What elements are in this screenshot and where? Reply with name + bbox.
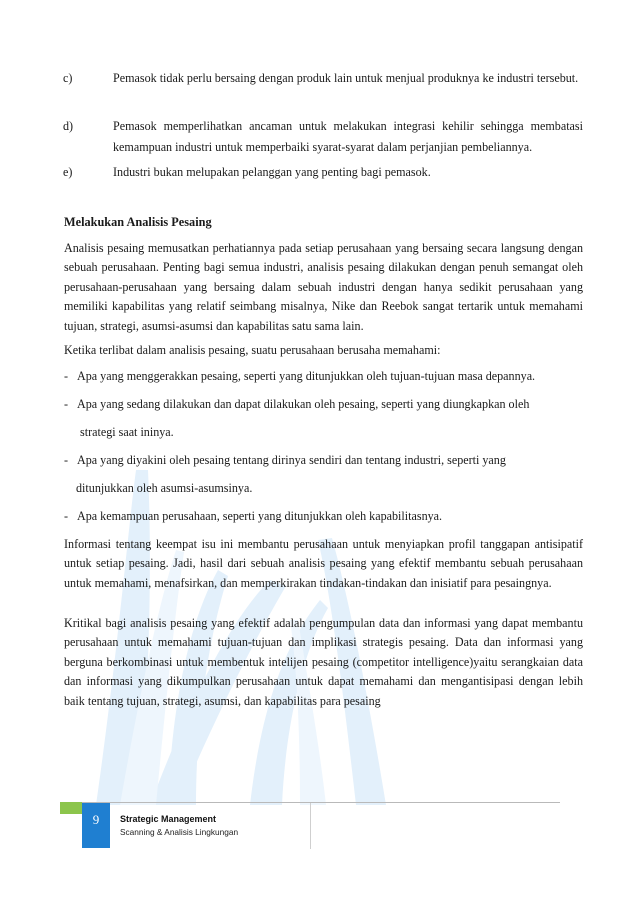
footer-separator [310,803,311,849]
list-item-c [63,68,583,89]
footer-subtitle: Scanning & Analisis Lingkungan [120,827,239,837]
bullet-text: Apa kemampuan perusahaan, seperti yang ditunjukkan oleh kapabilitasnya. [77,509,443,523]
body-paragraph: Informasi tentang keempat isu ini membantu perusahaan untuk menyiapkan profil tanggapan antisipatif untuk setiap pesaing. Jadi, hasil dari sebuah analisis pesaing yang efektif membantu sebuah perusahaan untuk memahami, menafsirkan, dan memperkirakan tindakan-tindakan dan inisiatif para pesaingnya. [64,537,583,590]
list-marker: d) [63,119,74,133]
intro-paragraph: Analisis pesaing memusatkan perhatiannya pada setiap perusahaan yang bersaing secara langsung dengan sebuah perusahaan. Penting bagi semua industri, analisis pesaing dilakukan dengan penuh semangat oleh perusahaan-perusahaan yang bersaing dalam sebuah industri dengan hanya sedikit perusahaan yang memiliki kapabilitas yang relatif seimbang misalnya, Nike dan Reebok sangat tertarik untuk memahami tujuan, strategi, asumsi-asumsi dan kapabilitas satu sama lain. [64,241,583,333]
section-heading: Melakukan Analisis Pesaing [64,215,212,229]
list-marker: e) [63,165,73,179]
lead-paragraph: Ketika terlibat dalam analisis pesaing, suatu perusahaan berusaha memahami: [64,343,441,357]
footer-title: Strategic Management [120,814,217,824]
body-paragraph: Kritikal bagi analisis pesaing yang efektif adalah pengumpulan data dan informasi yang dapat membantu perusahaan untuk memahami tujuan-tujuan dan implikasi strategis pesaing. Data dan informasi yang berguna berkombinasi untuk membentuk intelijen pesaing (competitor intelligence)yaitu serangkaian data dan informasi yang dikumpulkan perusahaan untuk dapat memahami dan mengantisipasi dengan lebih baik tentang tujuan, strategi, asumsi, dan kapabilitas para pesaing [64,616,583,708]
bullet-continuation: strategi saat ininya. [80,425,174,439]
list-item-text: Pemasok memperlihatkan ancaman untuk melakukan integrasi kehilir sehingga membatasi kemampuan industri untuk memperbaiki syarat-syarat dalam perjanjian pembeliannya. [113,119,583,154]
list-item-text: Industri bukan melupakan pelanggan yang penting bagi pemasok. [113,165,431,179]
bullet-item [64,397,529,412]
bullet-item [64,509,442,524]
bullet-dash: - [64,509,69,523]
footer-accent-square [60,802,82,814]
bullet-text: Apa yang menggerakkan pesaing, seperti yang ditunjukkan oleh tujuan-tujuan masa depannya. [77,369,536,383]
bullet-dash: - [64,369,69,383]
bullet-text: Apa yang diyakini oleh pesaing tentang dirinya sendiri dan tentang industri, seperti yang [77,453,506,467]
list-marker: c) [63,71,73,85]
list-item-text: Pemasok tidak perlu bersaing dengan produk lain untuk menjual produknya ke industri tersebut. [113,71,579,85]
bullet-text: Apa yang sedang dilakukan dan dapat dilakukan oleh pesaing, seperti yang diungkapkan oleh [77,397,530,411]
bullet-item [64,453,506,468]
bullet-continuation: ditunjukkan oleh asumsi-asumsinya. [76,481,253,495]
list-item-d [63,116,583,158]
bullet-dash: - [64,453,69,467]
list-item-e [63,162,583,183]
bullet-item [64,369,535,384]
page-number: 9 [92,812,100,827]
bullet-dash: - [64,397,69,411]
